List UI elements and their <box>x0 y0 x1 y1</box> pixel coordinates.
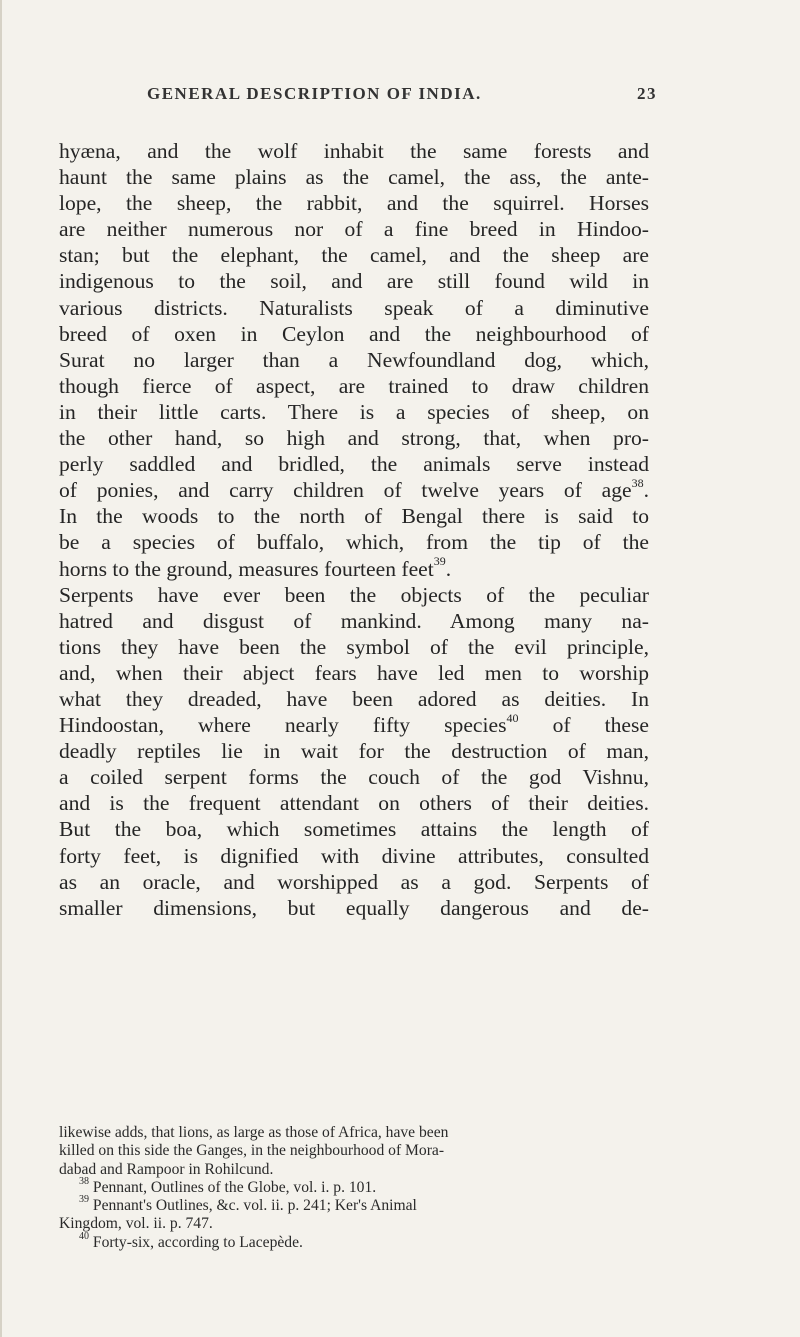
text-segment: of ponies, and carry children of twelve years of age <box>59 478 632 503</box>
text-line-with-ref <box>59 712 649 738</box>
footnote-text: Forty-six, according to Lacepède. <box>89 1233 303 1251</box>
text-segment: . <box>445 556 452 581</box>
text-line: smaller dimensions, but equally dangerous and de- <box>59 895 649 920</box>
footnote-continuation: likewise adds, that lions, as large as those of Africa, have been <box>59 1124 449 1141</box>
body-text <box>59 138 649 921</box>
text-line: what they dreaded, have been adored as deities. In <box>59 686 649 711</box>
text-segment: Hindoostan, where nearly fifty species <box>59 713 507 738</box>
text-line: perly saddled and bridled, the animals serve instead <box>59 452 649 477</box>
text-line: be a species of buffalo, which, from the tip of the <box>59 530 649 555</box>
text-line: deadly reptiles lie in wait for the destruction of man, <box>59 739 649 764</box>
text-line: and, when their abject fears have led men to worship <box>59 660 649 685</box>
text-line: the other hand, so high and strong, that, when pro- <box>59 426 649 451</box>
text-segment: . <box>643 478 649 503</box>
text-line: are neither numerous nor of a fine breed in Hindoo- <box>59 217 649 242</box>
footnote-ref-38[interactable]: 38 <box>631 476 644 491</box>
footnote-40 <box>59 1230 649 1252</box>
text-line: lope, the sheep, the rabbit, and the squirrel. Horses <box>59 191 649 216</box>
text-segment: of these <box>518 713 650 738</box>
footnote-ref-40[interactable]: 40 <box>506 710 519 725</box>
footnote-38 <box>59 1175 649 1197</box>
text-line: hatred and disgust of mankind. Among many na- <box>59 608 649 633</box>
text-line: hyæna, and the wolf inhabit the same forests and <box>59 139 649 163</box>
footnote-continuation: dabad and Rampoor in Rohilcund. <box>59 1160 274 1178</box>
text-line: various districts. Naturalists speak of a diminutive <box>59 295 649 320</box>
footnote-text: Pennant, Outlines of the Globe, vol. i. p. 101. <box>89 1178 377 1196</box>
text-line: stan; but the elephant, the camel, and the sheep are <box>59 243 649 268</box>
text-line: in their little carts. There is a species of sheep, on <box>59 399 649 424</box>
footnote-mark: 39 <box>79 1194 89 1205</box>
running-title: GENERAL DESCRIPTION OF INDIA. <box>147 84 482 103</box>
text-line: Serpents have ever been the objects of the peculiar <box>59 582 649 607</box>
text-line: But the boa, which sometimes attains the length of <box>59 817 649 842</box>
footnote-mark: 38 <box>79 1175 89 1187</box>
footnote-continuation: Kingdom, vol. ii. p. 747. <box>59 1215 213 1233</box>
footnote-39 <box>59 1194 649 1215</box>
text-line: In the woods to the north of Bengal there is said to <box>59 504 649 529</box>
text-line: Surat no larger than a Newfoundland dog, which, <box>59 347 649 372</box>
text-line: tions they have been the symbol of the evil principle, <box>59 634 649 659</box>
footnote-continuation: killed on this side the Ganges, in the neighbourhood of Mora- <box>59 1142 445 1160</box>
footnote-ref-39[interactable]: 39 <box>433 554 446 569</box>
running-header <box>147 84 657 104</box>
text-line: breed of oxen in Ceylon and the neighbourhood of <box>59 321 649 346</box>
text-line: indigenous to the soil, and are still found wild in <box>59 269 649 294</box>
footnotes <box>59 1124 649 1252</box>
text-line: a coiled serpent forms the couch of the god Vishnu, <box>59 765 649 790</box>
text-line: haunt the same plains as the camel, the ass, the ante- <box>59 165 649 190</box>
text-line: forty feet, is dignified with divine attributes, consulted <box>59 843 649 868</box>
text-line: and is the frequent attendant on others of their deities. <box>59 791 649 816</box>
text-line-with-ref <box>59 556 649 582</box>
footnote-mark: 40 <box>79 1230 89 1242</box>
text-line: though fierce of aspect, are trained to draw children <box>59 373 649 398</box>
text-line: as an oracle, and worshipped as a god. Serpents of <box>59 869 649 894</box>
text-line-with-ref <box>59 477 649 503</box>
page-number: 23 <box>637 84 657 103</box>
text-segment: horns to the ground, measures fourteen feet <box>59 556 434 581</box>
footnote-text: Pennant's Outlines, &c. vol. ii. p. 241; Ker's Animal <box>89 1197 417 1215</box>
